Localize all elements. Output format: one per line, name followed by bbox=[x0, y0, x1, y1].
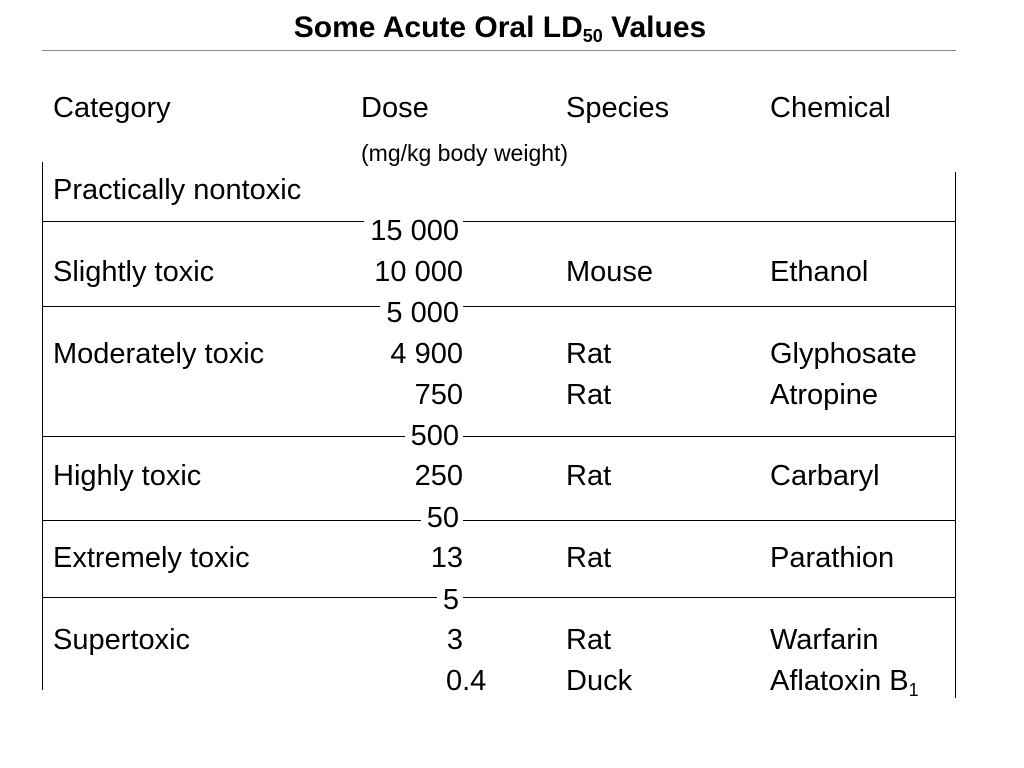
category-label: Practically nontoxic bbox=[53, 174, 302, 206]
species-value: Rat bbox=[566, 379, 612, 411]
header-dose: Dose bbox=[361, 92, 429, 124]
title-divider bbox=[42, 50, 956, 51]
category-label: Extremely toxic bbox=[53, 542, 250, 574]
category-label: Moderately toxic bbox=[53, 338, 265, 370]
title-subscript: 50 bbox=[582, 26, 603, 46]
species-value: Mouse bbox=[566, 256, 654, 288]
dose-value: 13 bbox=[430, 542, 463, 574]
chemical-value bbox=[770, 664, 919, 698]
chemical-name: Aflatoxin B bbox=[770, 665, 909, 697]
dose-value: 10 000 bbox=[374, 256, 463, 288]
chemical-value: Warfarin bbox=[770, 624, 879, 656]
dose-value: 4 900 bbox=[390, 338, 463, 370]
species-value: Rat bbox=[566, 460, 612, 492]
boundary-dose: 50 bbox=[421, 501, 463, 535]
boundary-dose: 5 000 bbox=[380, 296, 463, 330]
boundary-dose: 15 000 bbox=[364, 214, 463, 248]
chemical-value: Ethanol bbox=[770, 256, 869, 288]
header-dose-units: (mg/kg body weight) bbox=[361, 140, 569, 166]
chemical-value: Glyphosate bbox=[770, 338, 917, 370]
chemical-subscript: 1 bbox=[908, 680, 919, 700]
category-label: Slightly toxic bbox=[53, 256, 215, 288]
band-divider bbox=[42, 436, 956, 437]
title-suffix: Values bbox=[602, 11, 707, 44]
category-label: Supertoxic bbox=[53, 624, 191, 656]
category-label: Highly toxic bbox=[53, 460, 202, 492]
header-species: Species bbox=[566, 92, 670, 124]
page-title bbox=[0, 8, 1000, 48]
dose-value: 0.4 bbox=[446, 665, 487, 697]
species-value: Rat bbox=[566, 542, 612, 574]
band-divider bbox=[42, 221, 956, 222]
chemical-value: Carbaryl bbox=[770, 460, 880, 492]
band-divider bbox=[42, 597, 956, 598]
species-value: Duck bbox=[566, 665, 633, 697]
band-divider bbox=[42, 520, 956, 521]
species-value: Rat bbox=[566, 338, 612, 370]
header-chemical: Chemical bbox=[770, 92, 891, 124]
dose-value: 750 bbox=[414, 379, 463, 411]
dose-value: 250 bbox=[414, 460, 463, 492]
chemical-value: Atropine bbox=[770, 379, 879, 411]
species-value: Rat bbox=[566, 624, 612, 656]
boundary-dose: 500 bbox=[405, 419, 463, 453]
dose-value: 3 bbox=[446, 624, 463, 656]
boundary-dose: 5 bbox=[437, 583, 463, 617]
header-category: Category bbox=[53, 92, 171, 124]
title-text: Some Acute Oral LD bbox=[293, 11, 583, 44]
table-right-border bbox=[955, 172, 956, 698]
table-left-border bbox=[42, 162, 43, 690]
band-divider bbox=[42, 306, 956, 307]
chemical-value: Parathion bbox=[770, 542, 895, 574]
